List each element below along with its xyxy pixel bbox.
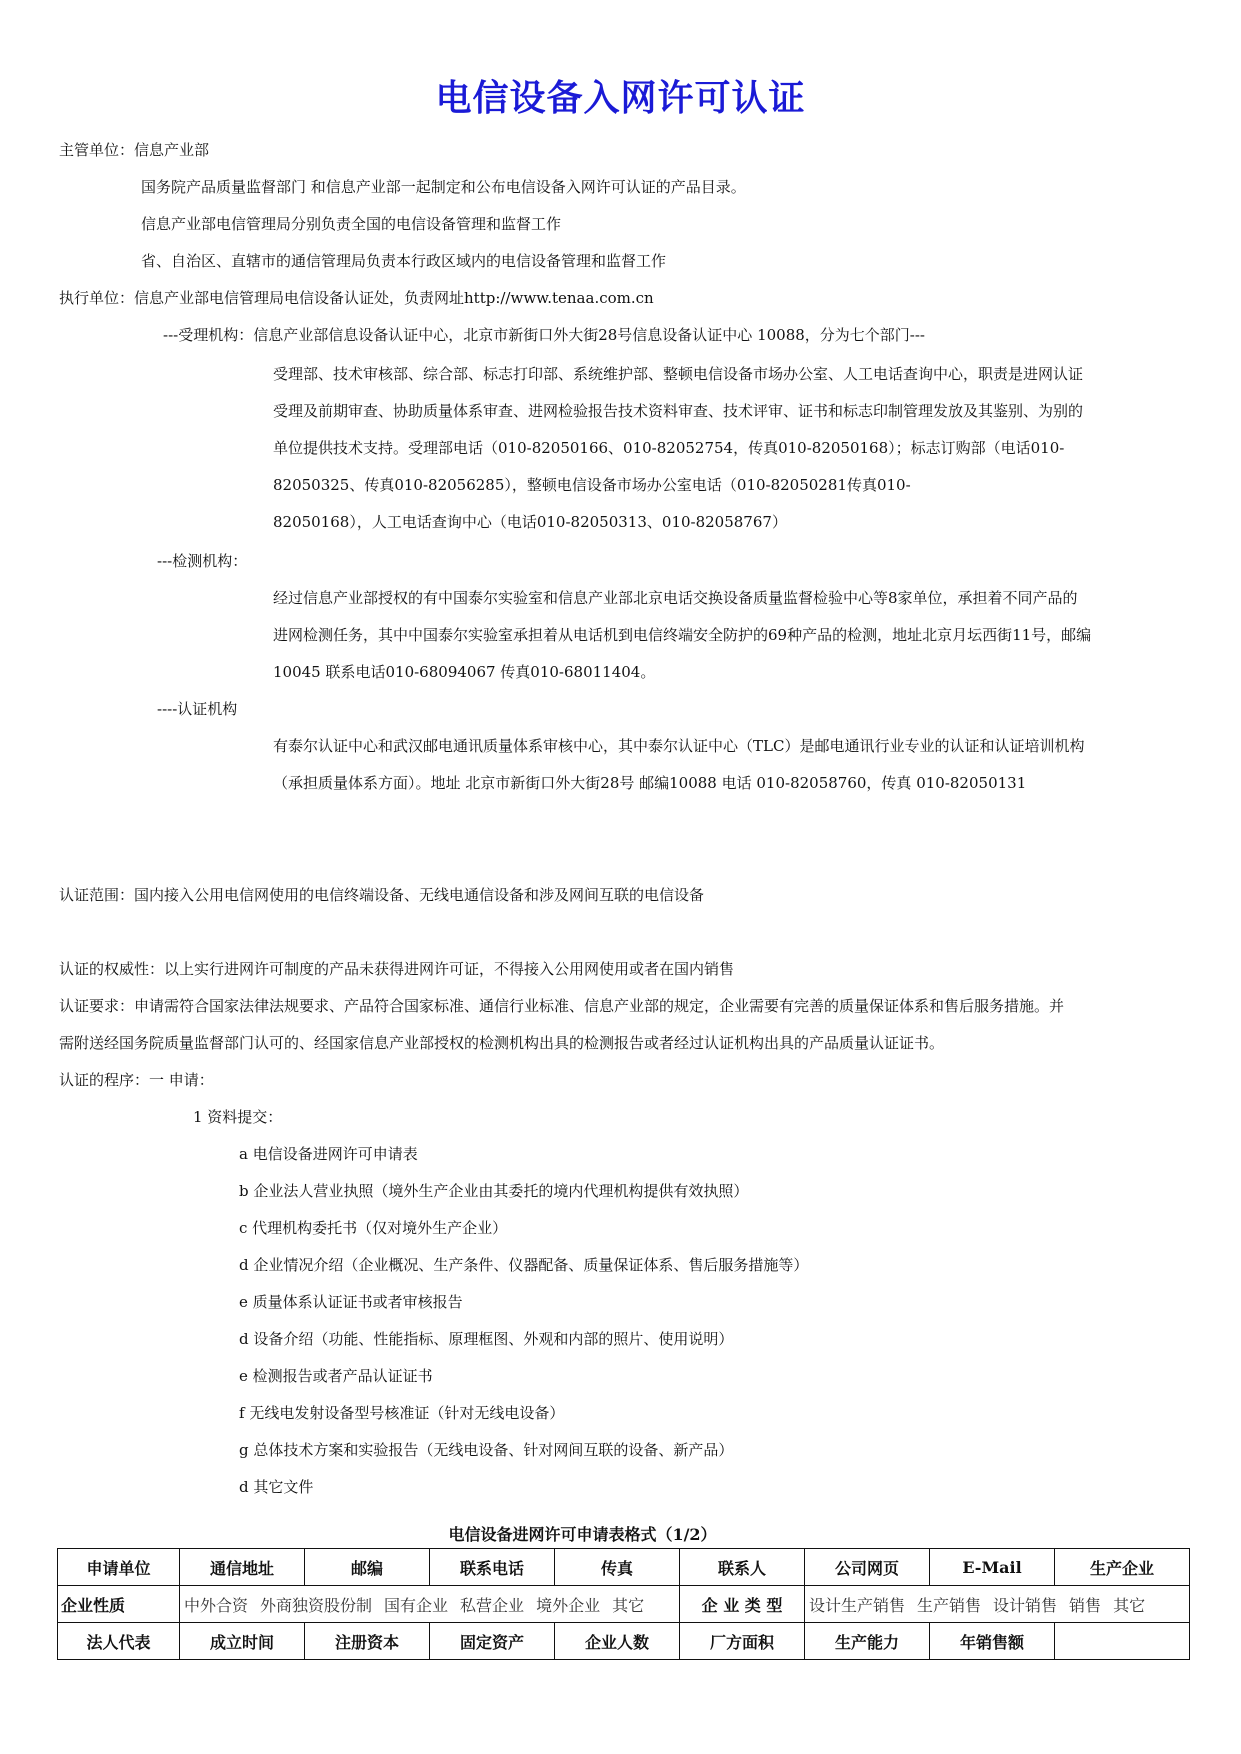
text-line: 认证的权威性：以上实行进网许可制度的产品未获得进网许可证，不得接入公用网使用或者在国内销售 <box>59 960 735 978</box>
text-line: 需附送经国务院质量监督部门认可的、经国家信息产业部授权的检测机构出具的检测报告或者经过认证机构出具的产品质量认证证书。 <box>59 1034 945 1052</box>
table-row <box>58 1549 1190 1586</box>
text-line: 82050325、传真010-82056285），整顿电信设备市场办公室电话（010-82050281传真010- <box>273 476 911 494</box>
document-title: 电信设备入网许可认证 <box>435 78 806 119</box>
table-cell: 成立时间 <box>180 1623 305 1660</box>
text-line: ---检测机构： <box>157 552 248 570</box>
option-text: 其它 <box>1113 1595 1146 1615</box>
text-line: 10045 联系电话010-68094067 传真010-68011404。 <box>273 663 656 681</box>
table-row <box>58 1586 1190 1623</box>
table-cell: 申请单位 <box>58 1549 180 1586</box>
text-line: 有泰尔认证中心和武汉邮电通讯质量体系审核中心，其中泰尔认证中心（TLC）是邮电通讯行业专业的认证和认证培训机构 <box>273 737 1085 755</box>
enterprise-type-options <box>805 1586 1190 1623</box>
table-cell: 企 业 类 型 <box>680 1586 805 1623</box>
table-cell: 通信地址 <box>180 1549 305 1586</box>
text-line: ---受理机构：信息产业部信息设备认证中心，北京市新街口外大街28号信息设备认证中心 10088，分为七个部门--- <box>163 326 925 344</box>
list-item: d 其它文件 <box>239 1478 314 1496</box>
text-line: 执行单位：信息产业部电信管理局电信设备认证处，负责网址http://www.tenaa.com.cn <box>59 289 654 307</box>
list-item: b 企业法人营业执照（境外生产企业由其委托的境内代理机构提供有效执照） <box>239 1182 749 1200</box>
text-line: 1 资料提交： <box>193 1108 283 1126</box>
table-cell: 厂方面积 <box>680 1623 805 1660</box>
text-line: 省、自治区、直辖市的通信管理局负责本行政区域内的电信设备管理和监督工作 <box>141 252 667 270</box>
text-line: 进网检测任务，其中中国泰尔实验室承担着从电话机到电信终端安全防护的69种产品的检测，地址北京月坛西街11号，邮编 <box>273 626 1092 644</box>
table-cell: 固定资产 <box>430 1623 555 1660</box>
list-item: g 总体技术方案和实验报告（无线电设备、针对网间互联的设备、新产品） <box>239 1441 734 1459</box>
option-text: 设计生产销售 <box>809 1595 906 1615</box>
option-text: 中外合资 <box>184 1595 249 1615</box>
table-row <box>58 1623 1190 1660</box>
text-line: 国务院产品质量监督部门 和信息产业部一起制定和公布电信设备入网许可认证的产品目录。 <box>141 178 746 196</box>
list-item: a 电信设备进网许可申请表 <box>239 1145 418 1163</box>
list-item: e 检测报告或者产品认证证书 <box>239 1367 433 1385</box>
application-form-table <box>57 1548 1190 1660</box>
text-line: 受理部、技术审核部、综合部、标志打印部、系统维护部、整顿电信设备市场办公室、人工电话查询中心，职责是进网认证 <box>273 365 1084 383</box>
option-text: 私营企业 <box>460 1595 525 1615</box>
text-line: （承担质量体系方面）。地址 北京市新街口外大街28号 邮编10088 电话 010-82058760，传真 010-82050131 <box>273 774 1027 792</box>
text-line: 信息产业部电信管理局分别负责全国的电信设备管理和监督工作 <box>141 215 562 233</box>
option-text: 境外企业 <box>536 1595 601 1615</box>
table-cell: 联系电话 <box>430 1549 555 1586</box>
table-cell: 企业人数 <box>555 1623 680 1660</box>
table-cell: E-Mail <box>930 1549 1055 1586</box>
list-item: d 设备介绍（功能、性能指标、原理框图、外观和内部的照片、使用说明） <box>239 1330 734 1348</box>
text-line: 主管单位：信息产业部 <box>59 141 210 159</box>
table-cell: 生产能力 <box>805 1623 930 1660</box>
list-item: d 企业情况介绍（企业概况、生产条件、仪器配备、质量保证体系、售后服务措施等） <box>239 1256 809 1274</box>
list-item: f 无线电发射设备型号核准证（针对无线电设备） <box>239 1404 565 1422</box>
table-cell: 传真 <box>555 1549 680 1586</box>
text-line: 单位提供技术支持。受理部电话（010-82050166、010-82052754，传真010-82050168）；标志订购部（电话010- <box>273 439 1065 457</box>
table-cell <box>1055 1623 1190 1660</box>
option-text: 外商独资股份制 <box>260 1595 373 1615</box>
text-line: 82050168），人工电话查询中心（电话010-82050313、010-82058767） <box>273 513 787 531</box>
table-cell: 注册资本 <box>305 1623 430 1660</box>
table-cell: 生产企业 <box>1055 1549 1190 1586</box>
table-cell: 企业性质 <box>58 1586 180 1623</box>
option-text: 国有企业 <box>384 1595 449 1615</box>
table-cell: 邮编 <box>305 1549 430 1586</box>
list-item: c 代理机构委托书（仅对境外生产企业） <box>239 1219 508 1237</box>
table-cell: 联系人 <box>680 1549 805 1586</box>
text-line: ----认证机构 <box>157 700 238 718</box>
table-cell: 公司网页 <box>805 1549 930 1586</box>
table-cell: 法人代表 <box>58 1623 180 1660</box>
option-text: 生产销售 <box>917 1595 982 1615</box>
ownership-options <box>180 1586 680 1623</box>
text-line: 认证范围：国内接入公用电信网使用的电信终端设备、无线电通信设备和涉及网间互联的电信设备 <box>59 886 705 904</box>
text-line: 认证要求：申请需符合国家法律法规要求、产品符合国家标准、通信行业标准、信息产业部的规定，企业需要有完善的质量保证体系和售后服务措施。并 <box>59 997 1065 1015</box>
option-text: 销售 <box>1069 1595 1102 1615</box>
text-line: 经过信息产业部授权的有中国泰尔实验室和信息产业部北京电话交换设备质量监督检验中心等8家单位，承担着不同产品的 <box>273 589 1078 607</box>
option-text: 其它 <box>612 1595 645 1615</box>
table-cell: 年销售额 <box>930 1623 1055 1660</box>
table-caption: 电信设备进网许可申请表格式（1/2） <box>448 1525 717 1544</box>
list-item: e 质量体系认证证书或者审核报告 <box>239 1293 463 1311</box>
text-line: 认证的程序：一 申请： <box>59 1071 214 1089</box>
option-text: 设计销售 <box>993 1595 1058 1615</box>
text-line: 受理及前期审查、协助质量体系审查、进网检验报告技术资料审查、技术评审、证书和标志印制管理发放及其鉴别、为别的 <box>273 402 1084 420</box>
